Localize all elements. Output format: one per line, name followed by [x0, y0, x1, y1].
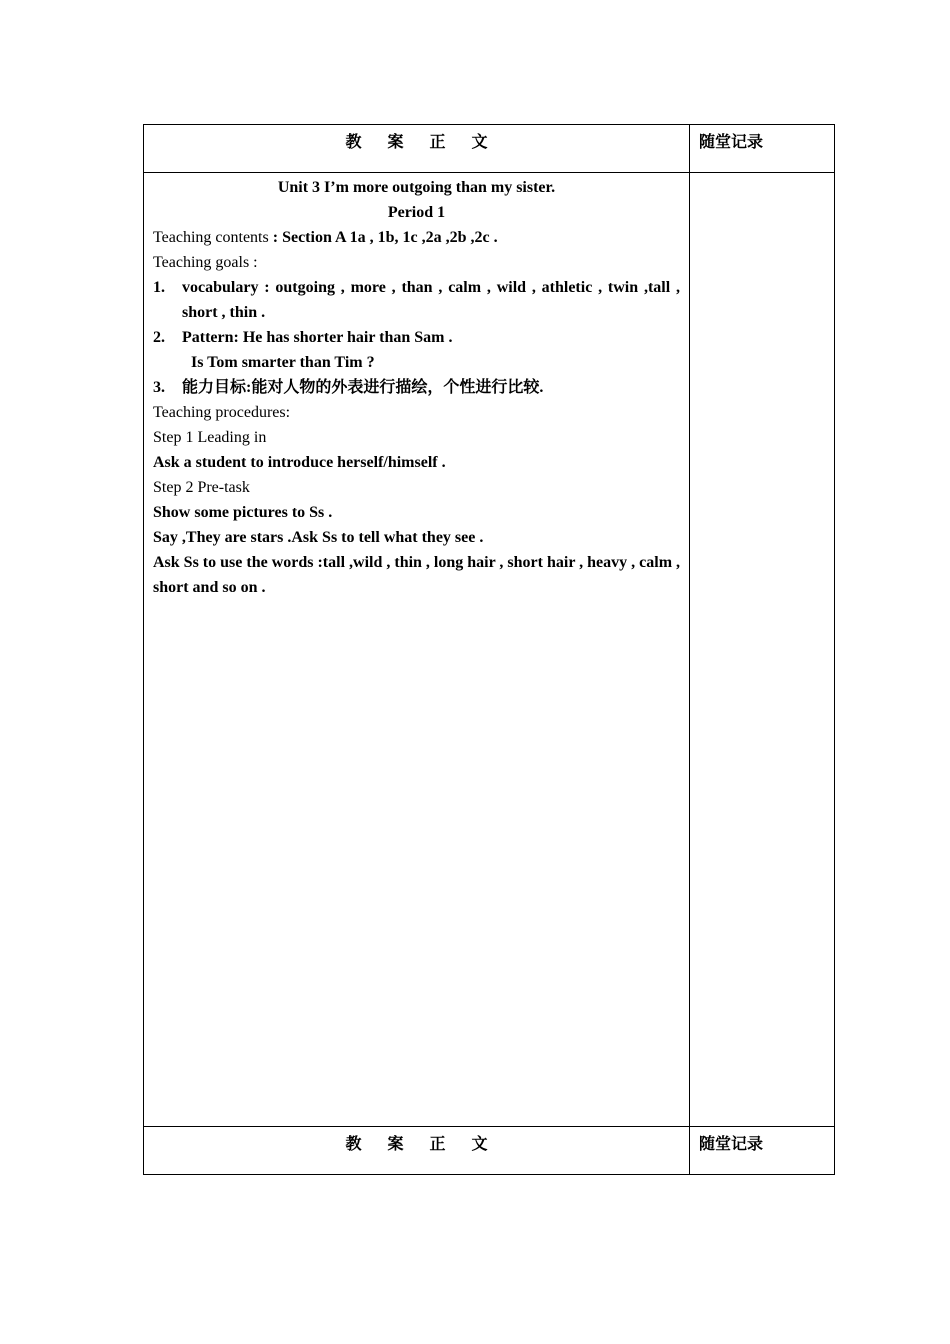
goal-text: Pattern: He has shorter hair than Sam .	[182, 329, 453, 346]
goal-item	[153, 375, 680, 400]
teaching-contents-line	[153, 225, 680, 250]
teaching-procedures-label: Teaching procedures:	[153, 404, 291, 421]
lesson-title: Unit 3 I’m more outgoing than my sister.	[277, 179, 556, 196]
goal-text: vocabulary : outgoing , more , than , calm , wild , athletic , twin ,tall , short , thin .	[182, 279, 680, 321]
header-row	[144, 125, 835, 173]
step-1-text: Ask a student to introduce herself/himself .	[153, 454, 446, 471]
goal-item	[153, 275, 680, 325]
step-2-line: Say ,They are stars .Ask Ss to tell what they see .	[153, 529, 484, 546]
lesson-period: Period 1	[387, 204, 446, 221]
header-main-title	[144, 125, 689, 152]
footer-char: 文	[471, 1136, 488, 1153]
goal-number: 2.	[153, 329, 165, 346]
lesson-content-cell	[144, 173, 690, 1127]
goal-number: 1.	[153, 279, 165, 296]
footer-row	[144, 1127, 835, 1175]
footer-char: 教	[345, 1136, 362, 1153]
lesson-plan-table	[143, 124, 835, 1175]
goal-pattern-extra: Is Tom smarter than Tim ?	[191, 354, 375, 371]
goal-item	[153, 325, 680, 350]
step-2-line: Show some pictures to Ss .	[153, 504, 333, 521]
teaching-goals-label: Teaching goals :	[153, 254, 258, 271]
goal-number: 3.	[153, 379, 165, 396]
footer-main-title	[144, 1127, 689, 1154]
lesson-content	[144, 175, 689, 600]
header-char: 教	[345, 134, 362, 151]
step-2-heading: Step 2 Pre-task	[153, 479, 250, 496]
body-row	[144, 173, 835, 1127]
step-1-heading: Step 1 Leading in	[153, 429, 267, 446]
teaching-contents-value: : Section A 1a , 1b, 1c ,2a ,2b ,2c .	[272, 229, 498, 246]
teaching-contents-label: Teaching contents	[153, 229, 273, 246]
header-note-label: 随堂记录	[699, 134, 764, 151]
footer-char: 正	[429, 1136, 446, 1153]
footer-char: 案	[387, 1136, 404, 1153]
footer-note-cell	[690, 1127, 835, 1175]
header-char: 正	[429, 134, 446, 151]
header-char: 文	[471, 134, 488, 151]
notes-cell	[690, 173, 835, 1127]
header-char: 案	[387, 134, 404, 151]
goal-text: 能力目标:能对人物的外表进行描绘，个性进行比较.	[182, 379, 544, 396]
footer-note-label: 随堂记录	[699, 1136, 764, 1153]
header-main-cell	[144, 125, 690, 173]
header-note-cell	[690, 125, 835, 173]
step-2-line: Ask Ss to use the words :tall ,wild , thin , long hair , short hair , heavy , calm , short and so on .	[153, 554, 681, 596]
footer-main-cell	[144, 1127, 690, 1175]
